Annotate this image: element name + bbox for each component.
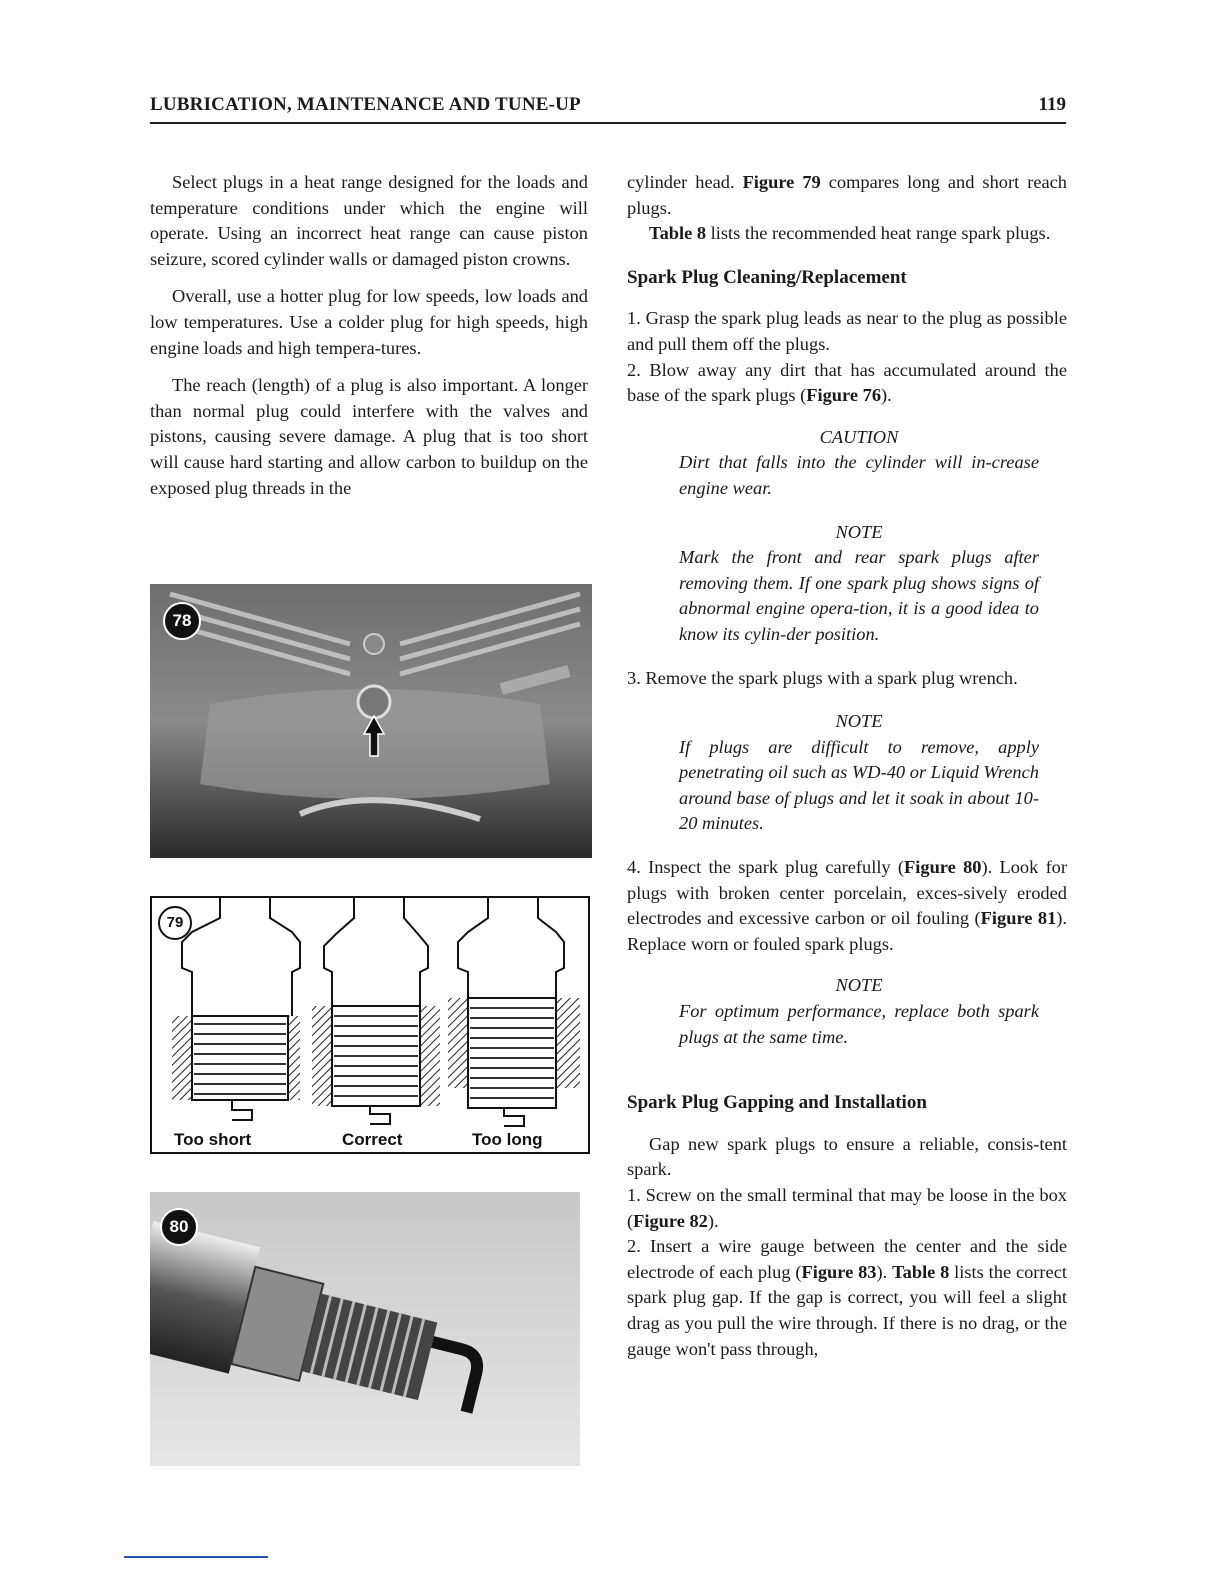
engine-cylinder-illustration [150,584,592,858]
caution-heading: CAUTION [819,426,899,447]
caution-text: Dirt that falls into the cylinder will in-crease engine wear. [679,452,1039,498]
figure-79-ref: Figure 79 [742,172,821,192]
plug-too-short [172,898,300,1120]
figure-80-spark-plug-photo [150,1192,580,1466]
figure-82-ref: Figure 82 [633,1210,708,1231]
figure-78-engine-photo [150,584,592,858]
caption-too-short: Too short [174,1130,252,1149]
paragraph-gap-intro: Gap new spark plugs to ensure a reliable, consis-tent spark. [627,1133,1067,1180]
figure-80-badge: 80 [160,1208,198,1246]
note-heading: NOTE [835,711,883,732]
note-mark-plugs [679,520,1039,648]
paragraph-table-8: Table 8 lists the recommended heat range spark plugs. [649,223,1051,244]
left-column [150,170,588,513]
caption-correct: Correct [342,1130,403,1149]
caption-too-long: Too long [472,1130,543,1149]
figure-81-ref: Figure 81 [980,908,1057,929]
running-header [150,94,1066,124]
figure-83-ref: Figure 83 [801,1261,877,1282]
paragraph-reach: The reach (length) of a plug is also important. A longer than normal plug could interfere with the valves and pistons, causing severe damage. A plug that is too short will cause hard starting and allow carbon to buildup on the exposed plug threads in the [150,375,588,498]
paragraph-heat-range: Select plugs in a heat range designed for the loads and temperature conditions under which the engine will operate. Using an incorrect heat range can cause piston seizure, scored cylinder walls or damaged piston crowns. [150,172,588,269]
note-heading: NOTE [835,521,883,542]
note-penetrating-oil [679,709,1039,837]
step-4-inspect: 4. Inspect the spark plug carefully (Figure 80). Look for plugs with broken center porcelain, exces-sively eroded electrodes and excessive carbon or oil fouling (Figure 81). Replace worn or fouled spark plugs. [627,857,1068,954]
figure-79-plug-reach-diagram [150,896,590,1154]
heading-cleaning-replacement: Spark Plug Cleaning/Replacement [627,266,907,288]
step-3-remove-plugs: 3. Remove the spark plugs with a spark plug wrench. [627,667,1018,688]
plug-reach-drawing [152,898,588,1152]
footer-rule [124,1556,268,1558]
figure-76-ref: Figure 76 [806,385,882,406]
note-replace-both [679,973,1039,1050]
right-column [627,170,1067,1362]
figure-78-badge: 78 [163,602,201,640]
note-text: If plugs are difficult to remove, apply penetrating oil such as WD-40 or Liquid Wrench around base of plugs and let it soak in about 10-20 minutes. [679,736,1039,834]
plug-correct [312,898,440,1124]
note-text: Mark the front and rear spark plugs after removing them. If one spark plug shows signs of abnormal engine opera-tion, it is a good idea to know its cylin-der position. [679,547,1039,644]
step-2-blow-dirt: 2. Blow away any dirt that has accumulated around the base of the spark plugs (Figure 76). [627,359,1067,406]
step-1-grasp-leads: 1. Grasp the spark plug leads as near to the plug as possible and pull them off the plugs. [627,308,1067,354]
gap-step-1: 1. Screw on the small terminal that may be loose in the box (Figure 82). [627,1185,1067,1231]
note-text: For optimum performance, replace both spark plugs at the same time. [679,1001,1039,1047]
table-8-ref: Table 8 [649,223,707,244]
chapter-title: LUBRICATION, MAINTENANCE AND TUNE-UP [150,94,581,115]
figure-80-ref: Figure 80 [904,857,982,878]
table-8-ref: Table 8 [892,1261,950,1282]
plug-too-long [448,898,580,1126]
spark-plug-illustration [150,1192,580,1466]
figure-79-badge: 79 [158,906,192,940]
gap-step-2: 2. Insert a wire gauge between the center and the side electrode of each plug (Figure 83). Table 8 lists the correct spark plug gap. If the gap is correct, you will feel a slight drag as you pull the wire through. If there is no drag, or the gauge won't pass through, [627,1236,1067,1359]
heading-gapping-installation: Spark Plug Gapping and Installation [627,1092,927,1114]
page-number: 119 [1038,94,1066,115]
note-heading: NOTE [835,975,883,996]
paragraph-hotter-colder: Overall, use a hotter plug for low speeds, low loads and low temperatures. Use a colder plug for high speeds, high engine loads and high tempera-tures. [150,286,588,358]
caution-box [679,425,1039,502]
paragraph-reach-continued: cylinder head. Figure 79 compares long and short reach plugs. [627,172,1068,218]
